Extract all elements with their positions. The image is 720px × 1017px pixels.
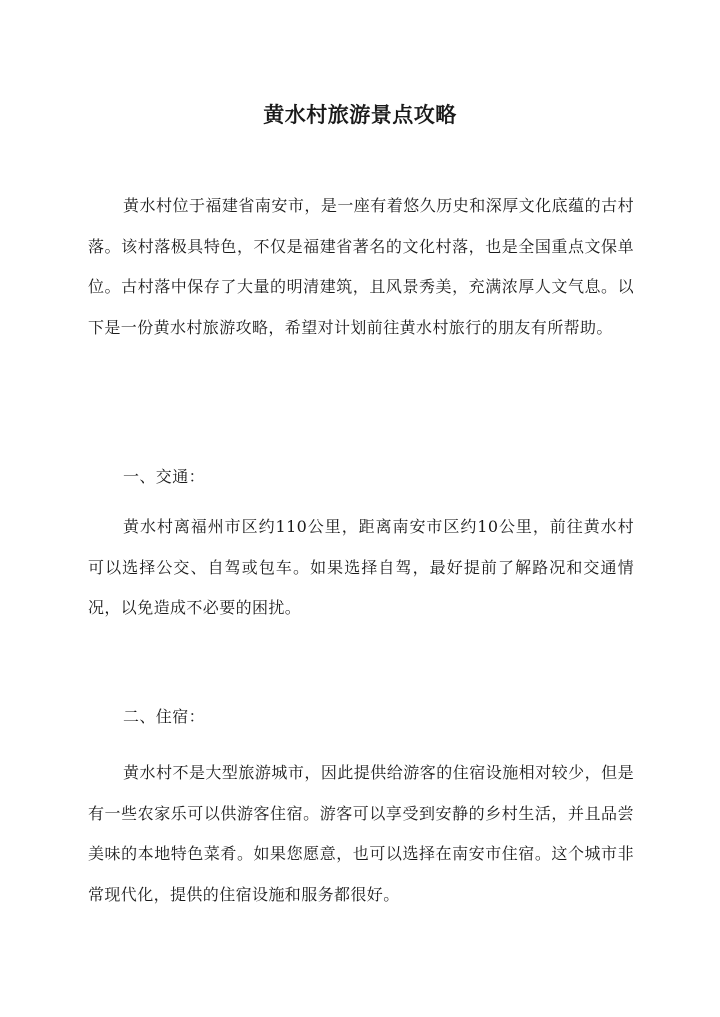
section-body-lodging: 黄水村不是大型旅游城市，因此提供给游客的住宿设施相对较少，但是有一些农家乐可以供游客住宿。游客可以享受到安静的乡村生活，并且品尝美味的本地特色菜肴。如果您愿意，也可以选择在南安市住宿。这个城市非常现代化，提供的住宿设施和服务都很好。 — [88, 763, 634, 904]
section-body-traffic: 黄水村离福州市区约110公里，距离南安市区约10公里，前往黄水村可以选择公交、自驾或包车。如果选择自驾，最好提前了解路况和交通情况，以免造成不必要的困扰。 — [88, 517, 634, 617]
document-title: 黄水村旅游景点攻略 — [263, 102, 457, 128]
section-heading-lodging: 二、住宿： — [123, 707, 206, 726]
intro-paragraph: 黄水村位于福建省南安市，是一座有着悠久历史和深厚文化底蕴的古村落。该村落极具特色，不仅是福建省著名的文化村落，也是全国重点文保单位。古村落中保存了大量的明清建筑，且风景秀美，充满浓厚人文气息。以下是一份黄水村旅游攻略，希望对计划前往黄水村旅行的朋友有所帮助。 — [88, 196, 634, 337]
section-heading-traffic: 一、交通： — [123, 467, 206, 486]
